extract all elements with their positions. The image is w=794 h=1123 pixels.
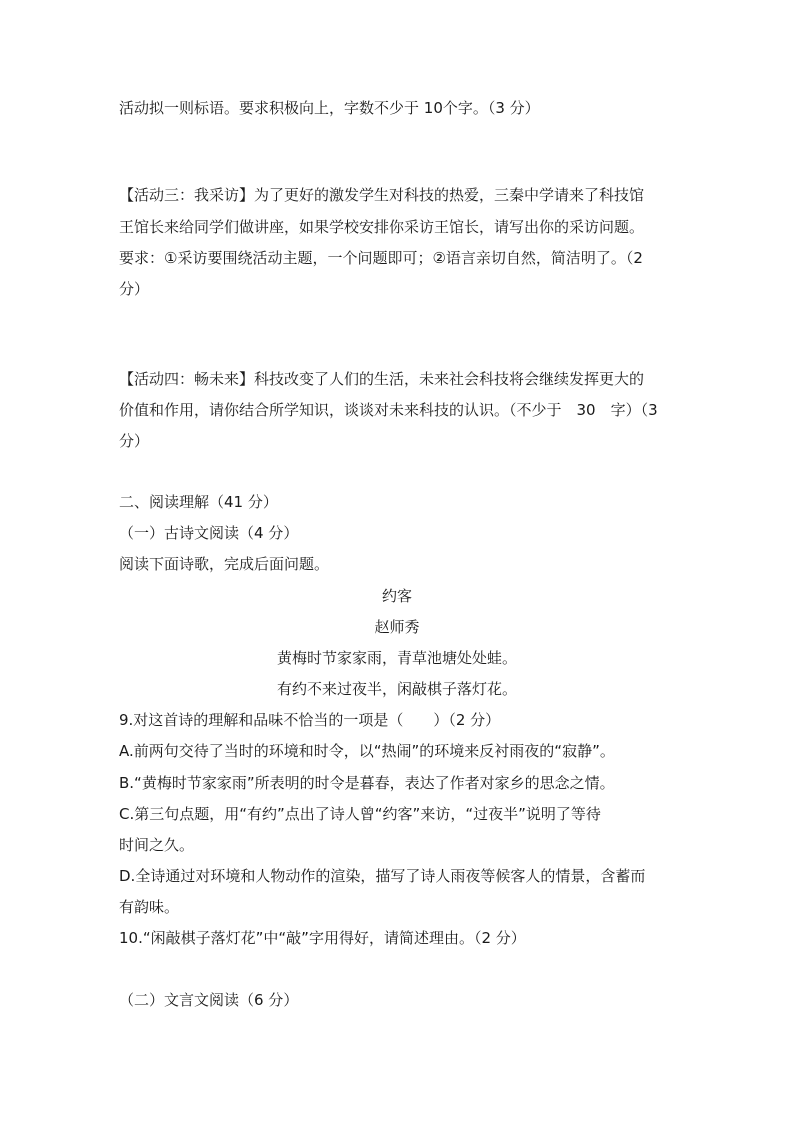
slogan-task-line: 活动拟一则标语。要求积极向上，字数不少于 10个字。（3 分） (119, 99, 540, 117)
question-9-option-a: A.前两句交待了当时的环境和时令，以“热闹”的环境来反衬雨夜的“寂静”。 (119, 742, 615, 760)
question-10-stem: 10.“闲敲棋子落灯花”中“敲”字用得好，请简述理由。（2 分） (119, 929, 526, 947)
poem-instruction: 阅读下面诗歌，完成后面问题。 (119, 555, 330, 573)
question-9-option-c-line-1: C.第三句点题，用“有约”点出了诗人曾“约客”来访，“过夜半”说明了等待 (119, 805, 601, 823)
poem-line-2: 有约不来过夜半，闲敲棋子落灯花。 (276, 680, 517, 698)
section2-sub2-title: （二）文言文阅读（6 分） (119, 991, 299, 1009)
question-9-stem: 9.对这首诗的理解和品味不恰当的一项是（ ）（2 分） (119, 711, 501, 729)
section2-sub1-title: （一）古诗文阅读（4 分） (119, 524, 299, 542)
question-9-option-d-line-2: 有韵味。 (119, 898, 180, 916)
poem-title: 约客 (381, 587, 412, 605)
activity3-line-1: 【活动三：我采访】为了更好的激发学生对科技的热爱，三秦中学请来了科技馆 (119, 186, 645, 204)
activity3-line-3: 要求：①采访要围绕活动主题，一个问题即可；②语言亲切自然，简洁明了。（2 (119, 249, 643, 267)
poem-line-1: 黄梅时节家家雨，青草池塘处处蛙。 (276, 649, 517, 667)
activity3-line-2: 王馆长来给同学们做讲座，如果学校安排你采访王馆长，请写出你的采访问题。 (119, 218, 645, 236)
question-9-option-d-line-1: D.全诗通过对环境和人物动作的渲染，描写了诗人雨夜等候客人的情景，含蓄而 (119, 867, 646, 885)
activity3-line-4: 分） (119, 280, 150, 298)
question-9-option-c-line-2: 时间之久。 (119, 836, 195, 854)
activity4-line-2: 价值和作用，请你结合所学知识，谈谈对未来科技的认识。（不少于 30 字）（3 (119, 401, 658, 419)
activity4-line-1: 【活动四：畅未来】科技改变了人们的生活，未来社会科技将会继续发挥更大的 (119, 370, 645, 388)
poem-author: 赵师秀 (374, 618, 420, 636)
activity4-line-3: 分） (119, 432, 150, 450)
section2-title: 二、阅读理解（41 分） (119, 493, 278, 511)
question-9-option-b: B.“黄梅时节家家雨”所表明的时令是暮春，表达了作者对家乡的思念之情。 (119, 774, 615, 792)
